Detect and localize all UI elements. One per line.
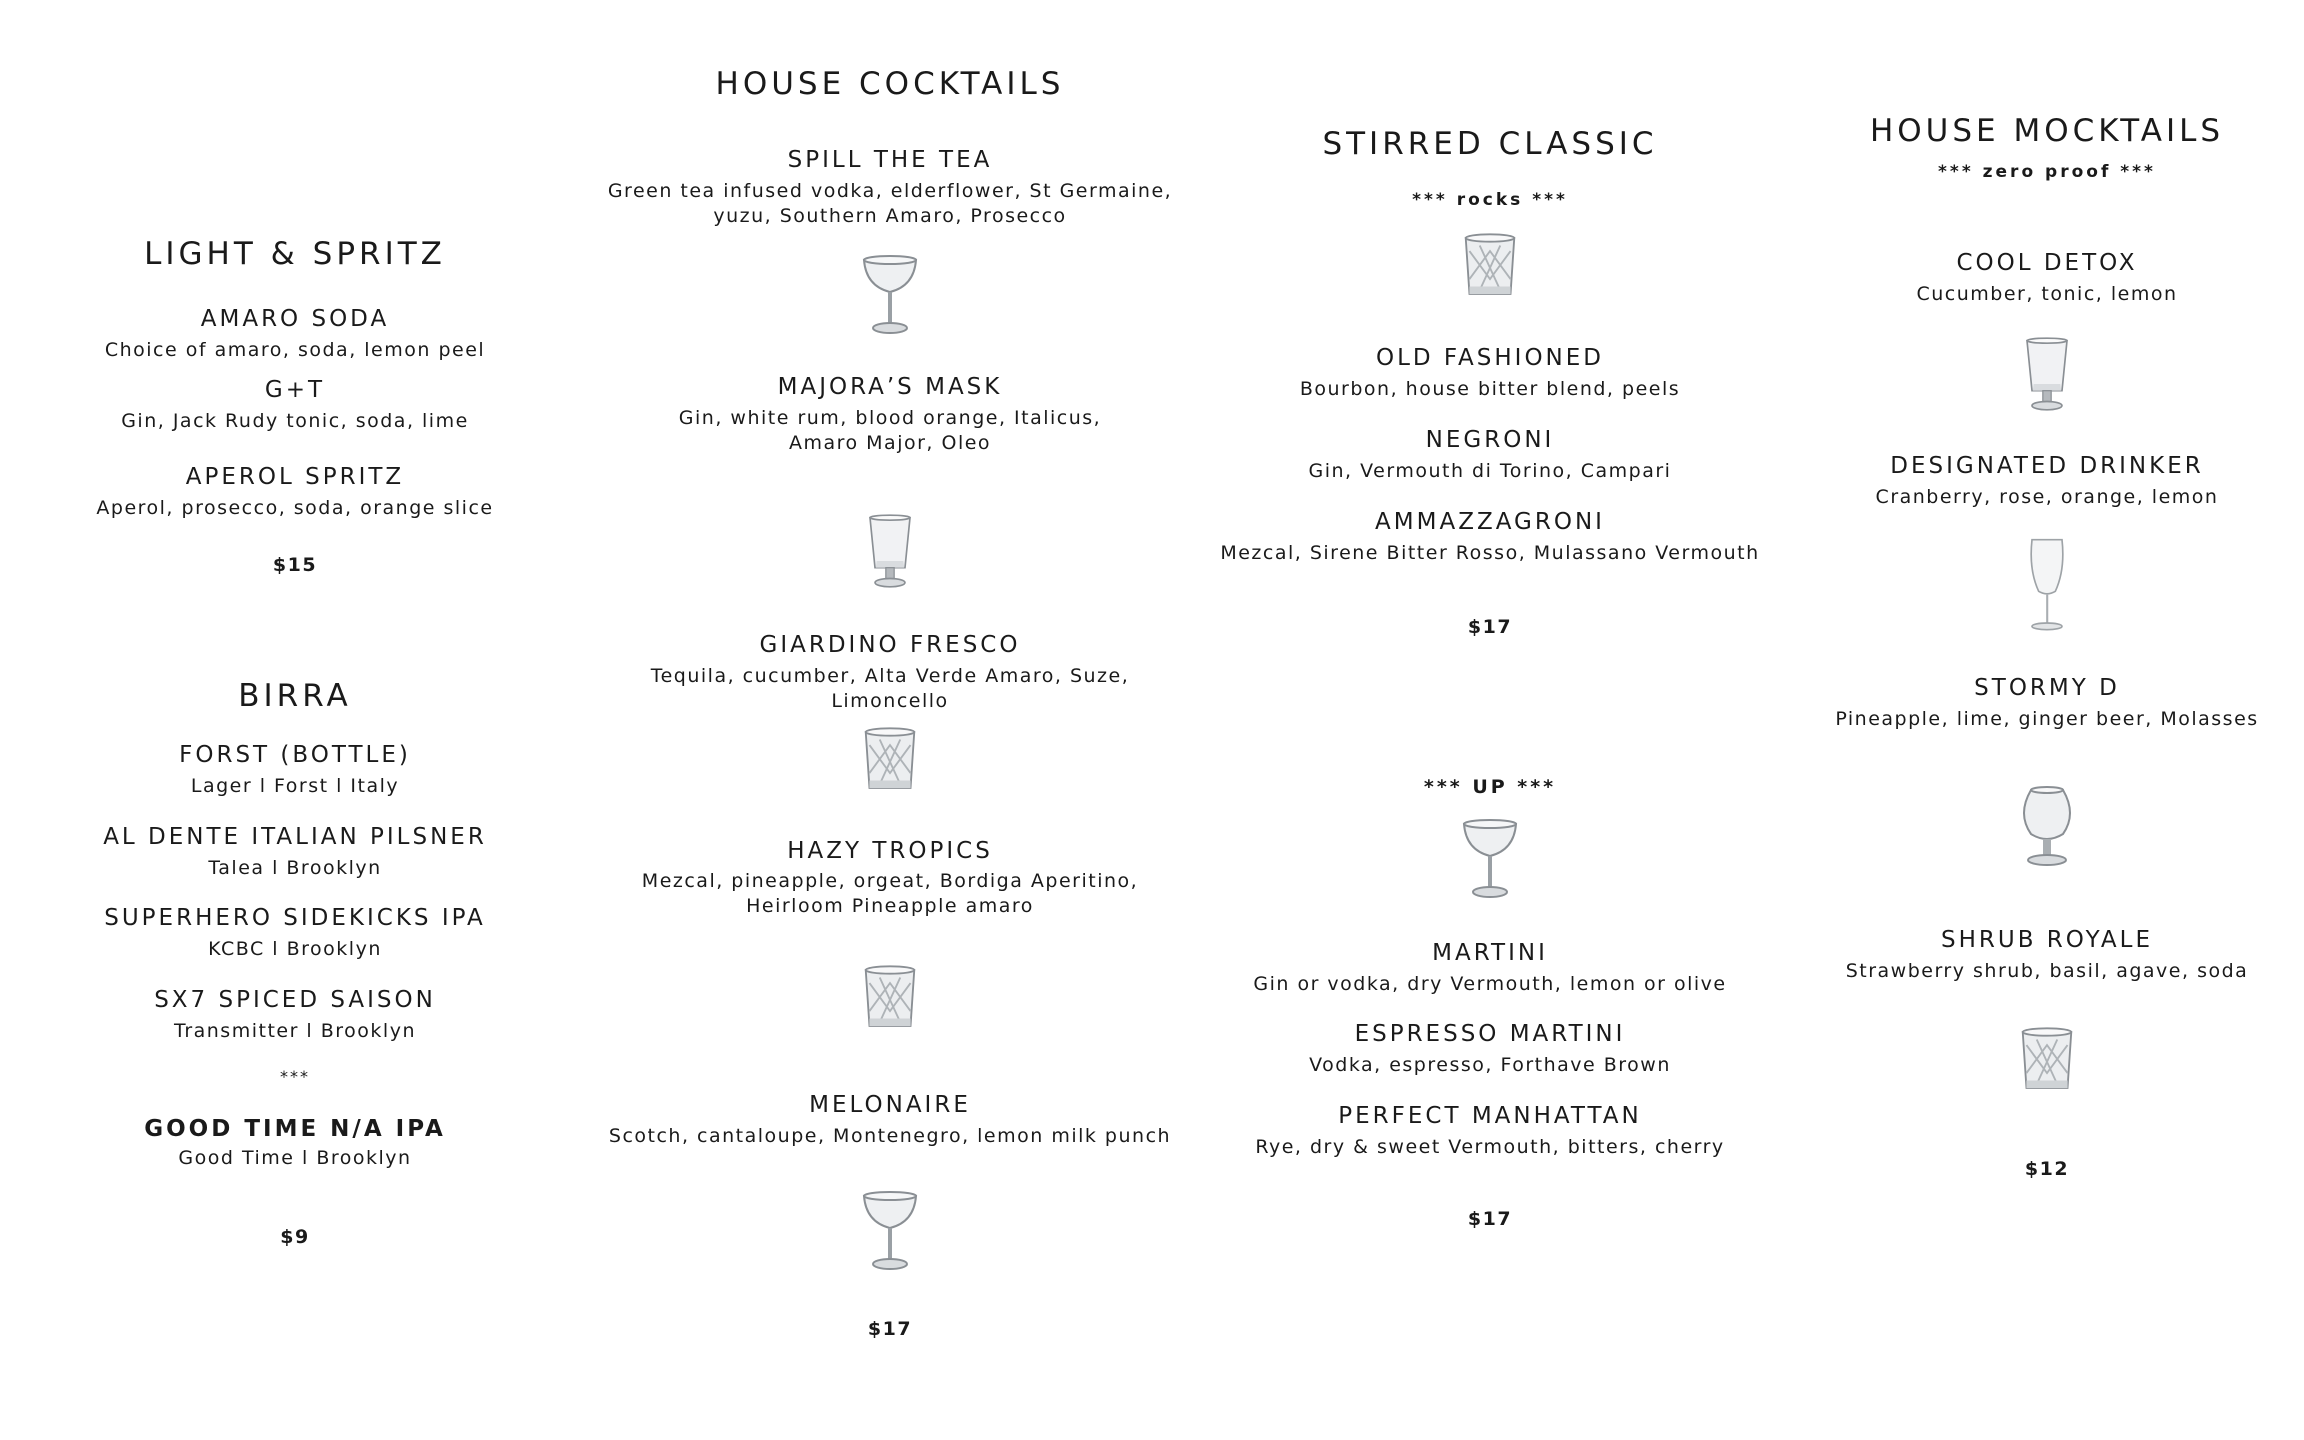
item-name-aperol-spritz: APEROL SPRITZ — [185, 464, 405, 490]
item-desc-spill-the-tea-1: Green tea infused vodka, elderflower, St Germaine, — [607, 180, 1173, 202]
item-desc-majoras-mask-1: Gin, white rum, blood orange, Italicus, — [678, 407, 1102, 429]
price-house-mocktails: $12 — [2024, 1158, 2070, 1180]
rocks-glass-icon — [2019, 1026, 2075, 1094]
zero-proof-label: *** zero proof *** — [1938, 162, 2156, 182]
item-desc-majoras-mask-2: Amaro Major, Oleo — [788, 432, 992, 454]
footed-highball-glass-icon — [865, 503, 915, 599]
item-name-melonaire: MELONAIRE — [809, 1092, 971, 1118]
item-name-shrub-royale: SHRUB ROYALE — [1941, 927, 2153, 953]
item-name-negroni: NEGRONI — [1425, 427, 1555, 453]
price-rocks: $17 — [1467, 616, 1513, 638]
item-name-stormy-d: STORMY D — [1974, 675, 2120, 701]
price-house-cocktails: $17 — [867, 1318, 913, 1340]
item-desc-perfect-manhattan: Rye, dry & sweet Vermouth, bitters, cherry — [1255, 1136, 1725, 1158]
item-desc-hazy-tropics-2: Heirloom Pineapple amaro — [746, 895, 1034, 917]
up-label: *** UP *** — [1423, 776, 1557, 798]
item-desc-g-t: Gin, Jack Rudy tonic, soda, lime — [121, 410, 469, 432]
coupe-glass-icon — [860, 1188, 920, 1272]
snifter-glass-icon — [2017, 784, 2077, 868]
item-desc-cool-detox: Cucumber, tonic, lemon — [1916, 283, 2178, 305]
section-title-house-cocktails: HOUSE COCKTAILS — [715, 66, 1065, 102]
price-up: $17 — [1467, 1208, 1513, 1230]
section-title-stirred-classic: STIRRED CLASSIC — [1322, 126, 1658, 162]
item-desc-giardino-fresco: Tequila, cucumber, Alta Verde Amaro, Suze, Limoncello — [650, 665, 1130, 712]
item-name-majoras-mask: MAJORA’S MASK — [777, 374, 1003, 400]
section-title-house-mocktails: HOUSE MOCKTAILS — [1869, 113, 2225, 149]
item-desc-hazy-tropics-1: Mezcal, pineapple, orgeat, Bordiga Aperitino, — [641, 870, 1139, 892]
rocks-glass-icon — [862, 726, 918, 794]
price-birra: $9 — [280, 1226, 310, 1248]
item-name-martini: MARTINI — [1432, 940, 1548, 966]
item-name-amaro-soda: AMARO SODA — [200, 306, 390, 332]
rocks-glass-icon — [862, 964, 918, 1032]
item-name-giardino-fresco: GIARDINO FRESCO — [759, 632, 1021, 658]
item-name-superhero: SUPERHERO SIDEKICKS IPA — [104, 905, 486, 931]
item-desc-melonaire: Scotch, cantaloupe, Montenegro, lemon milk punch — [608, 1125, 1172, 1147]
item-desc-martini: Gin or vodka, dry Vermouth, lemon or olive — [1253, 973, 1727, 995]
item-name-al-dente: AL DENTE ITALIAN PILSNER — [103, 824, 487, 850]
item-desc-negroni: Gin, Vermouth di Torino, Campari — [1308, 460, 1672, 482]
item-name-spill-the-tea: SPILL THE TEA — [787, 147, 993, 173]
item-desc-forst: Lager l Forst l Italy — [190, 775, 400, 797]
item-name-hazy-tropics: HAZY TROPICS — [787, 838, 993, 864]
section-title-birra: BIRRA — [238, 678, 352, 714]
rocks-glass-icon — [1462, 232, 1518, 300]
section-title-light-spritz: LIGHT & SPRITZ — [144, 236, 446, 272]
item-desc-al-dente: Talea l Brooklyn — [208, 857, 382, 879]
wine-glass-icon — [2022, 528, 2072, 638]
item-desc-superhero: KCBC l Brooklyn — [208, 938, 382, 960]
rocks-label: *** rocks *** — [1412, 190, 1568, 210]
item-name-g-t: G+T — [264, 377, 326, 403]
item-name-designated-drinker: DESIGNATED DRINKER — [1890, 453, 2204, 479]
item-desc-aperol-spritz: Aperol, prosecco, soda, orange slice — [96, 497, 494, 519]
item-name-good-time: GOOD TIME N/A IPA — [144, 1116, 446, 1142]
item-desc-sx7: Transmitter l Brooklyn — [174, 1020, 416, 1042]
item-desc-designated-drinker: Cranberry, rose, orange, lemon — [1875, 486, 2219, 508]
coupe-glass-icon — [1460, 816, 1520, 900]
item-name-perfect-manhattan: PERFECT MANHATTAN — [1338, 1103, 1642, 1129]
item-desc-ammazzagroni: Mezcal, Sirene Bitter Rosso, Mulassano Vermouth — [1220, 542, 1760, 564]
coupe-glass-icon — [860, 252, 920, 336]
item-desc-spill-the-tea-2: yuzu, Southern Amaro, Prosecco — [713, 205, 1067, 227]
item-desc-amaro-soda: Choice of amaro, soda, lemon peel — [104, 339, 486, 361]
item-desc-espresso-martini: Vodka, espresso, Forthave Brown — [1309, 1054, 1671, 1076]
item-name-ammazzagroni: AMMAZZAGRONI — [1375, 509, 1605, 535]
item-name-cool-detox: COOL DETOX — [1956, 250, 2138, 276]
item-name-forst: FORST (BOTTLE) — [179, 742, 411, 768]
item-desc-old-fashioned: Bourbon, house bitter blend, peels — [1299, 378, 1681, 400]
price-light-spritz: $15 — [272, 554, 318, 576]
item-name-sx7: SX7 SPICED SAISON — [154, 987, 436, 1013]
birra-separator: *** — [280, 1067, 310, 1086]
item-desc-good-time: Good Time l Brooklyn — [178, 1147, 412, 1169]
item-desc-shrub-royale: Strawberry shrub, basil, agave, soda — [1845, 960, 2249, 982]
item-name-old-fashioned: OLD FASHIONED — [1375, 345, 1605, 371]
item-desc-stormy-d: Pineapple, lime, ginger beer, Molasses — [1835, 708, 2259, 730]
footed-highball-glass-icon — [2022, 326, 2072, 422]
item-name-espresso-martini: ESPRESSO MARTINI — [1354, 1021, 1626, 1047]
